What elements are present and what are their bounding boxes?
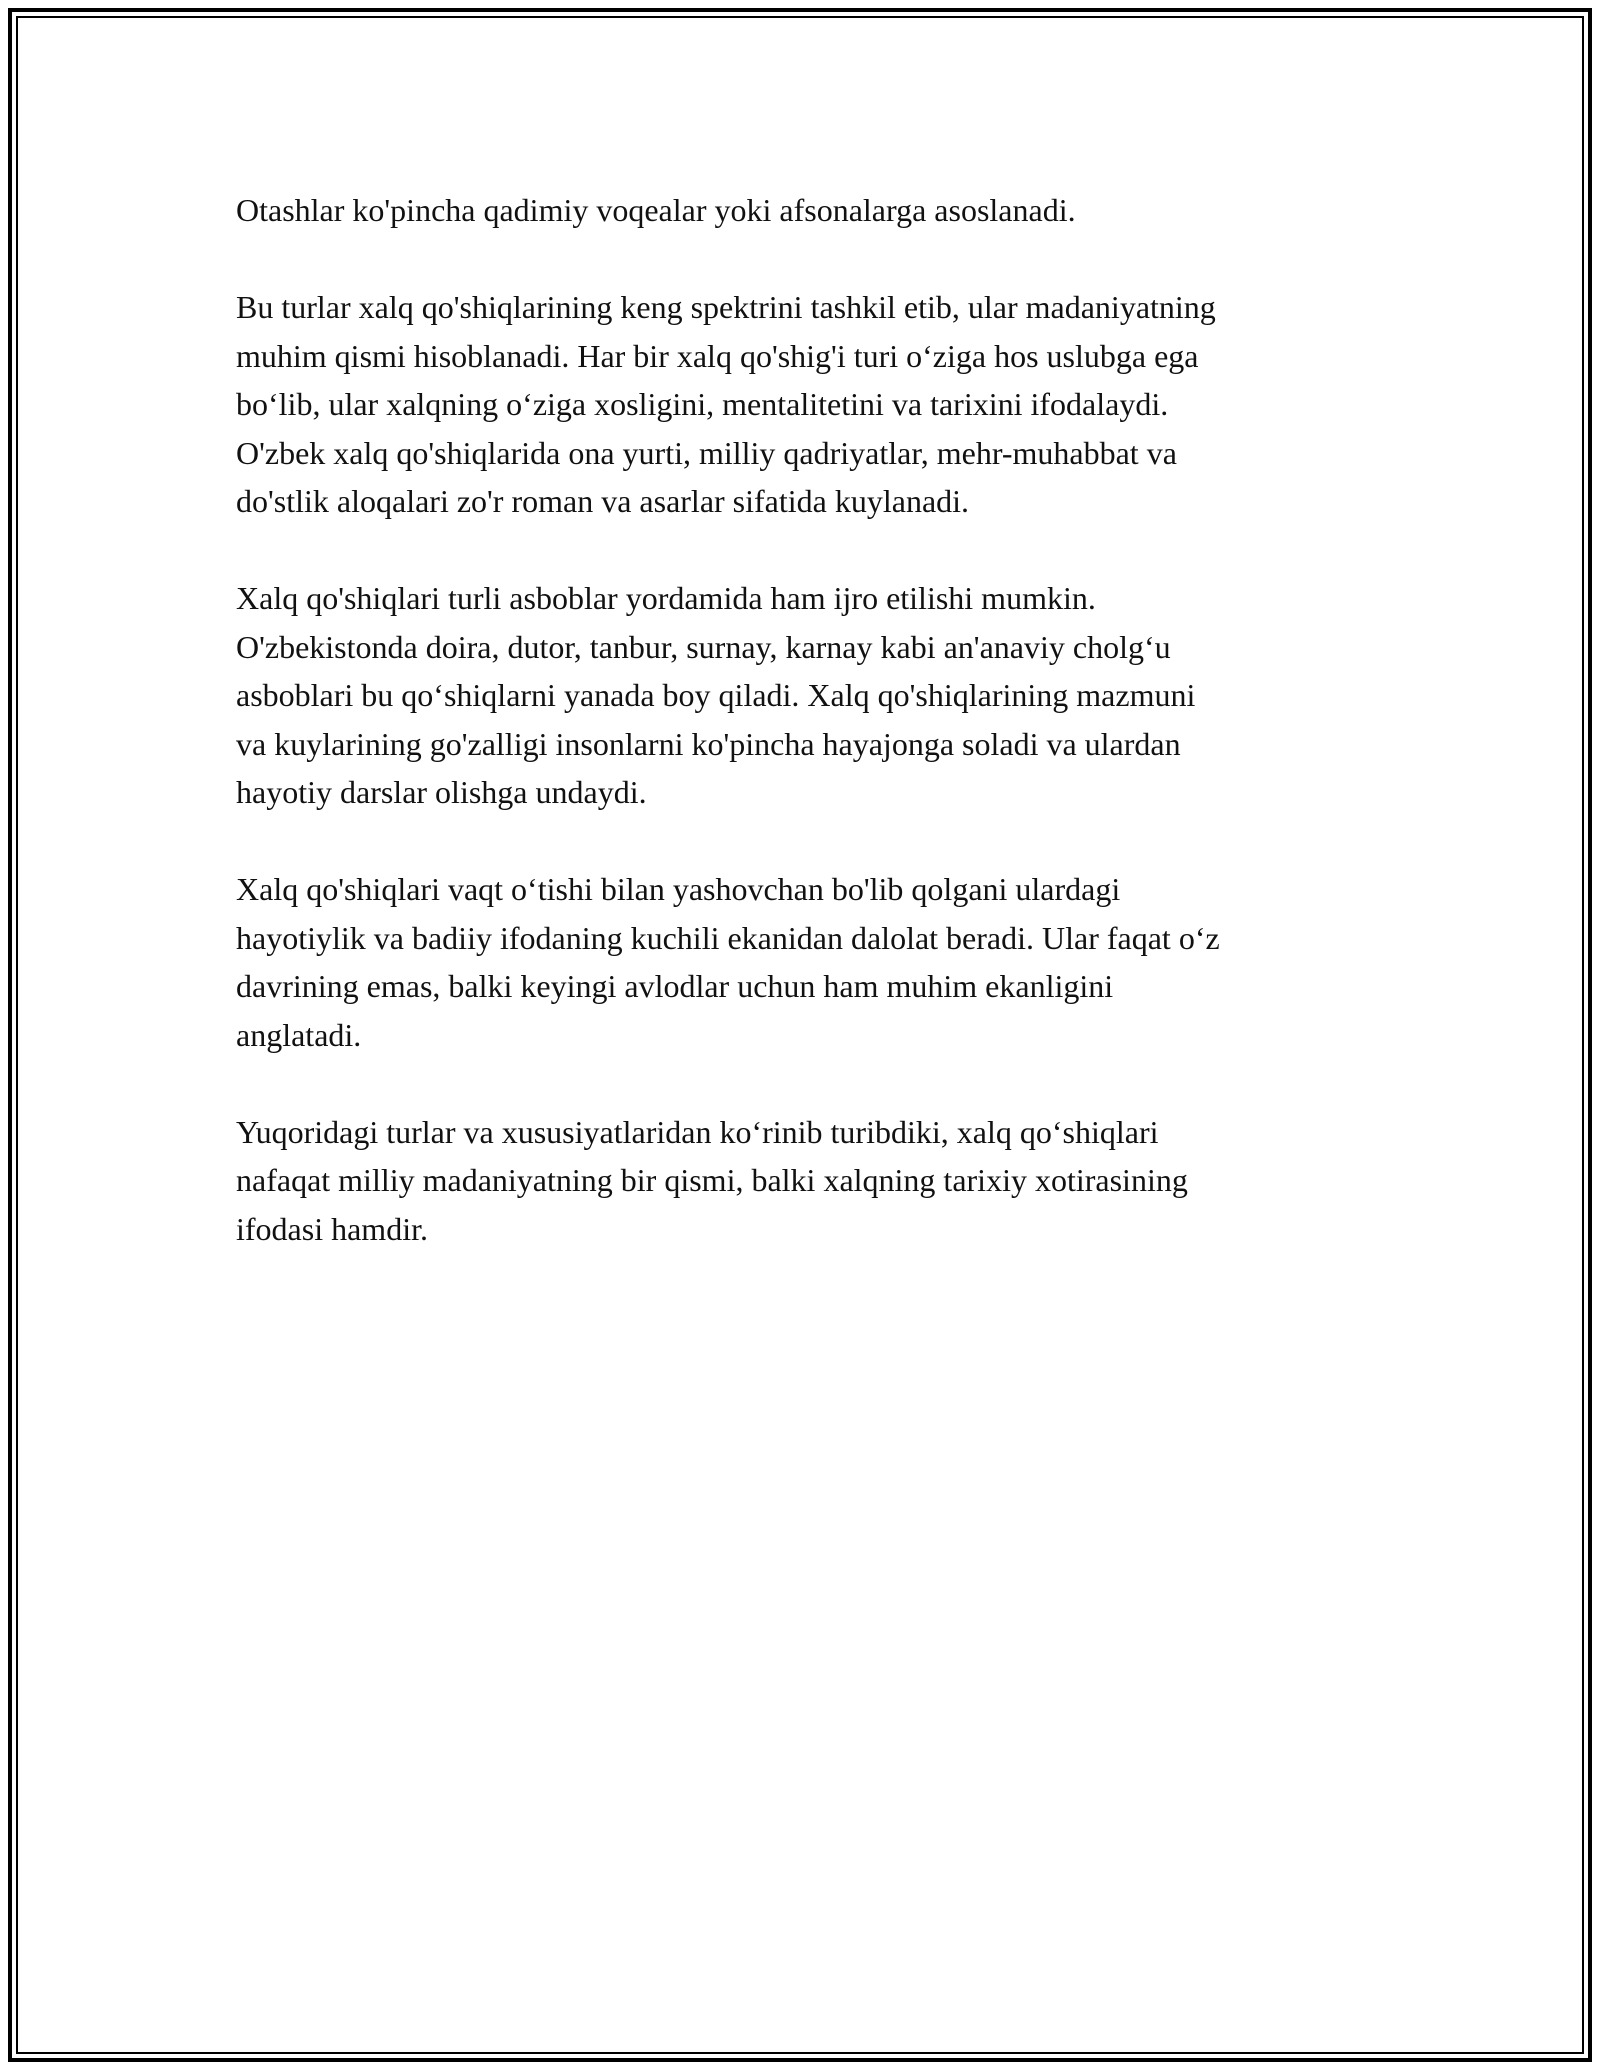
text-line: ifodasi hamdir. bbox=[236, 1210, 428, 1247]
paragraph-2 bbox=[236, 283, 1376, 526]
text-line: nafaqat milliy madaniyatning bir qismi, balki xalqning tarixiy xotirasining bbox=[236, 1162, 1188, 1198]
text-line: asboblari bu qo‘shiqlarni yanada boy qiladi. Xalq qo'shiqlarining mazmuni bbox=[236, 677, 1196, 713]
paragraph-5 bbox=[236, 1108, 1376, 1254]
paragraph-1 bbox=[236, 186, 1376, 235]
text-line: Xalq qo'shiqlari turli asboblar yordamida ham ijro etilishi mumkin. bbox=[236, 580, 1096, 616]
text-line: va kuylarining go'zalligi insonlarni ko'pincha hayajonga soladi va ulardan bbox=[236, 725, 1181, 762]
text-line: davrining emas, balki keyingi avlodlar uchun ham muhim ekanligini bbox=[236, 968, 1114, 1004]
text-line: O'zbek xalq qo'shiqlarida ona yurti, milliy qadriyatlar, mehr-muhabbat va bbox=[236, 434, 1177, 471]
text-line: bo‘lib, ular xalqning o‘ziga xosligini, mentalitetini va tarixini ifodalaydi. bbox=[236, 386, 1169, 422]
text-line: O'zbekistonda doira, dutor, tanbur, surnay, karnay kabi an'anaviy cholg‘u bbox=[236, 628, 1171, 665]
text-line: Otashlar ko'pincha qadimiy voqealar yoki afsonalarga asoslanadi. bbox=[236, 192, 1076, 228]
document-body bbox=[236, 186, 1376, 1302]
text-line: do'stlik aloqalari zo'r roman va asarlar sifatida kuylanadi. bbox=[236, 483, 970, 519]
text-line: hayotiylik va badiiy ifodaning kuchili ekanidan dalolat beradi. Ular faqat o‘z bbox=[236, 919, 1220, 956]
text-line: Bu turlar xalq qo'shiqlarining keng spektrini tashkil etib, ular madaniyatning bbox=[236, 289, 1216, 325]
text-line: hayotiy darslar olishga undaydi. bbox=[236, 774, 647, 810]
text-line: anglatadi. bbox=[236, 1016, 362, 1053]
paragraph-3 bbox=[236, 574, 1376, 817]
paragraph-4 bbox=[236, 865, 1376, 1059]
text-line: Yuqoridagi turlar va xususiyatlaridan ko‘rinib turibdiki, xalq qo‘shiqlari bbox=[236, 1113, 1159, 1150]
text-line: Xalq qo'shiqlari vaqt o‘tishi bilan yashovchan bo'lib qolgani ulardagi bbox=[236, 871, 1121, 907]
text-line: muhim qismi hisoblanadi. Har bir xalq qo'shig'i turi o‘ziga hos uslubga ega bbox=[236, 337, 1199, 374]
